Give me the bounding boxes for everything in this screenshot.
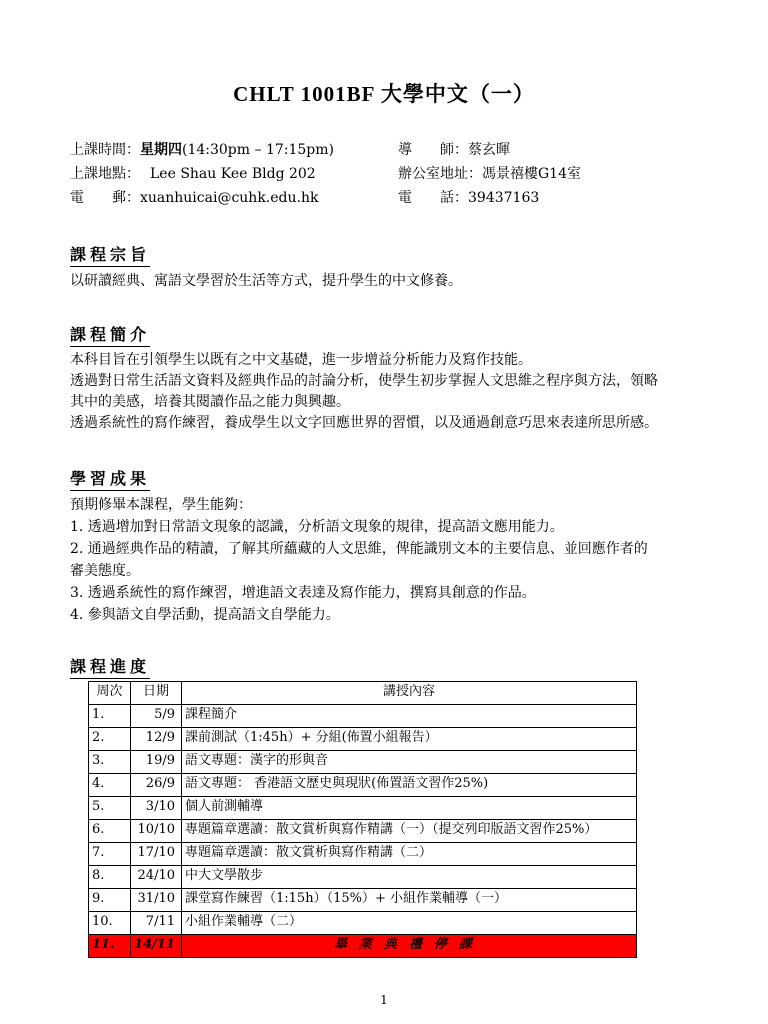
tutor-label: 導 師：	[398, 142, 468, 158]
class-time-row	[70, 139, 334, 159]
week-cell: 10.	[89, 912, 131, 935]
office-label: 辦公室地址：	[398, 166, 482, 182]
table-row	[89, 843, 637, 866]
schedule-table	[88, 681, 637, 958]
date-cell: 3/10	[131, 797, 182, 820]
email-value[interactable]: xuanhuicai@cuhk.edu.hk	[140, 190, 319, 206]
table-row	[89, 866, 637, 889]
content-cell: 語文專題：漢字的形與音	[182, 751, 637, 774]
outcome-item: 4. 參與語文自學活動，提高語文自學能力。	[70, 607, 340, 623]
date-cell: 10/10	[131, 820, 182, 843]
content-cell: 語文專題： 香港語文歷史與現狀(佈置語文習作25%)	[182, 774, 637, 797]
content-cell: 專題篇章選讀：散文賞析與寫作精講（二）	[182, 843, 637, 866]
column-header-date: 日期	[131, 682, 182, 705]
table-row	[89, 912, 637, 935]
intro-line: 本科目旨在引領學生以既有之中文基礎，進一步增益分析能力及寫作技能。	[70, 352, 532, 368]
aims-heading: 課程宗旨	[70, 242, 150, 267]
schedule-heading: 課程進度	[70, 654, 150, 679]
week-cell: 2.	[89, 728, 131, 751]
week-cell: 6.	[89, 820, 131, 843]
outcome-item: 3. 透過系統性的寫作練習，增進語文表達及寫作能力，撰寫具創意的作品。	[70, 585, 536, 601]
content-cell: 課前測試（1:45h）+ 分組(佈置小組報告）	[182, 728, 637, 751]
holiday-cell: 畢業典禮停課	[182, 935, 637, 958]
week-cell: 1.	[89, 705, 131, 728]
week-cell: 7.	[89, 843, 131, 866]
table-row	[89, 889, 637, 912]
office-row	[398, 163, 581, 183]
content-cell: 專題篇章選讀：散文賞析與寫作精講（一）（提交列印版語文習作25%）	[182, 820, 637, 843]
class-place-row	[70, 163, 316, 183]
week-cell: 5.	[89, 797, 131, 820]
phone-label: 電 話：	[398, 190, 468, 206]
class-time-value: (14:30pm – 17:15pm)	[182, 142, 334, 158]
tutor-value: 蔡玄暉	[468, 142, 510, 158]
table-row	[89, 705, 637, 728]
page-number: 1	[380, 993, 388, 1007]
class-place-label: 上課地點：	[70, 166, 140, 182]
outcome-item: 2. 通過經典作品的精讀，了解其所蘊藏的人文思維，俾能識別文本的主要信息、並回應作者的	[70, 541, 648, 557]
week-cell: 11.	[89, 935, 131, 958]
outcomes-heading: 學習成果	[70, 466, 150, 491]
table-row	[89, 751, 637, 774]
phone-value: 39437163	[468, 190, 540, 206]
outcomes-intro: 預期修畢本課程，學生能夠：	[70, 497, 252, 513]
email-row	[70, 187, 318, 207]
date-cell: 26/9	[131, 774, 182, 797]
class-time-label: 上課時間：	[70, 142, 140, 158]
table-row-holiday	[89, 935, 637, 958]
content-cell: 個人前測輔導	[182, 797, 637, 820]
intro-line: 透過對日常生活語文資料及經典作品的討論分析，使學生初步掌握人文思維之程序與方法，領略	[70, 373, 658, 389]
aims-text	[70, 271, 720, 292]
content-cell: 小組作業輔導（二）	[182, 912, 637, 935]
date-cell: 12/9	[131, 728, 182, 751]
week-cell: 3.	[89, 751, 131, 774]
outcomes-text	[70, 494, 720, 626]
table-row	[89, 820, 637, 843]
table-row	[89, 728, 637, 751]
intro-line: 透過系統性的寫作練習，養成學生以文字回應世界的習慣，以及通過創意巧思來表達所思所感。	[70, 415, 658, 431]
intro-heading: 課程簡介	[70, 322, 150, 347]
tutor-row	[398, 139, 510, 159]
date-cell: 24/10	[131, 866, 182, 889]
intro-text	[70, 350, 720, 434]
class-place-value: Lee Shau Kee Bldg 202	[150, 166, 316, 182]
date-cell: 19/9	[131, 751, 182, 774]
date-cell: 5/9	[131, 705, 182, 728]
column-header-content: 講授內容	[182, 682, 637, 705]
intro-line: 其中的美感，培養其閱讀作品之能力與興趣。	[70, 394, 350, 410]
email-label: 電 郵：	[70, 190, 140, 206]
week-cell: 4.	[89, 774, 131, 797]
date-cell: 7/11	[131, 912, 182, 935]
outcome-item-cont: 審美態度。	[70, 563, 140, 579]
date-cell: 31/10	[131, 889, 182, 912]
content-cell: 中大文學散步	[182, 866, 637, 889]
date-cell: 14/11	[131, 935, 182, 958]
table-row	[89, 774, 637, 797]
outcome-item: 1. 透過增加對日常語文現象的認識，分析語文現象的規律，提高語文應用能力。	[70, 519, 564, 535]
content-cell: 課程簡介	[182, 705, 637, 728]
date-cell: 17/10	[131, 843, 182, 866]
week-cell: 8.	[89, 866, 131, 889]
content-cell: 課堂寫作練習（1:15h）（15%）+ 小組作業輔導（一）	[182, 889, 637, 912]
column-header-week: 周次	[89, 682, 131, 705]
course-title: CHLT 1001BF 大學中文（一）	[233, 82, 535, 106]
week-cell: 9.	[89, 889, 131, 912]
office-value: 馮景禧樓G14室	[482, 166, 581, 182]
aims-line: 以研讀經典、寓語文學習於生活等方式，提升學生的中文修養。	[70, 273, 462, 289]
table-header-row	[89, 682, 637, 705]
table-row	[89, 797, 637, 820]
phone-row	[398, 187, 539, 207]
class-day: 星期四	[140, 142, 182, 158]
